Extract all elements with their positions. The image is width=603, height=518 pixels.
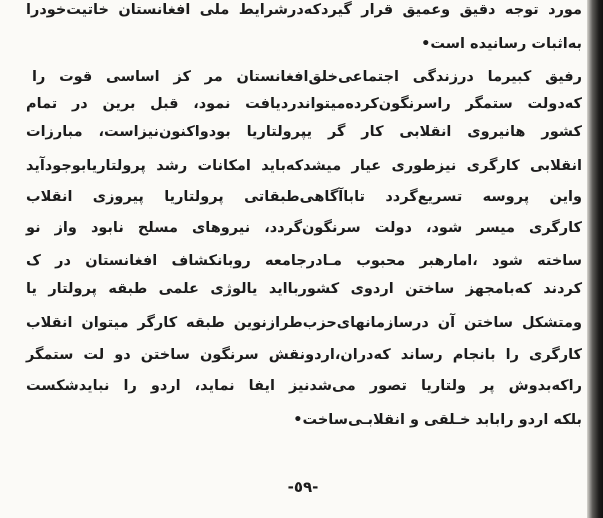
- text-line-6: انقلابی کارگری نیزطوری عیار میشدکه‌باید امکانات رشد پرولتاریابوجودآید: [26, 158, 582, 174]
- text-line-8: کارگری میسر شود، دولت سرنگون‌گردد، نیروهای مسلح نابود واز نو: [26, 220, 582, 236]
- text-line-4: که‌دولت ستمگر راسرنگون‌کرده‌میتواندردیافت نمود، قبل برین در تمام: [26, 96, 582, 112]
- text-line-2: به‌اثبات رسانیده است•: [421, 36, 582, 52]
- text-line-3: رفیق کبیرما درزندگی اجتماعی‌خلق‌افغانستان مر کز اساسی قوت را: [32, 69, 582, 85]
- text-line-10: کردند که‌بامجهز ساختن اردوی کشوربااید یالوژی علمی طبقه پرولتار یا: [26, 281, 582, 297]
- scan-edge-shadow: [587, 0, 603, 518]
- text-line-1: مورد توجه دقیق وعمیق قرار گیردکه‌درشرایط ملی افغانستان خاتیت‌خودرا: [26, 2, 582, 18]
- text-line-9: ساخته شود ،امارهبر محبوب مـادرجامعه روبانکشاف افغانستان در ک: [26, 253, 582, 269]
- text-line-14: بلکه اردو رابابد خـلقی و انقلابـی‌ساخت•: [293, 412, 582, 428]
- text-line-13: راکه‌بدوش پر ولتاریا تصور می‌شدنیز ایفا نماید، اردو را نبایدشکست: [26, 378, 582, 394]
- text-line-5: کشور هانیروی انقلابی کار گر یپرولتاریا بودواکنون‌نیزاست، مبارزات: [26, 124, 582, 140]
- text-line-12: کارگری را بانجام رساند که‌دران،اردونقش سرنگون ساختن دو لت ستمگر: [26, 347, 582, 363]
- page-number: -٥٩-: [287, 478, 319, 496]
- text-line-11: ومتشکل ساختن آن درسازمانهای‌حزب‌طرازنوین طبقه کارگر میتوان انقلاب: [26, 315, 582, 331]
- text-line-7: واین پروسه تسریع‌گردد تاباآگاهی‌طبقاتی پرولتاریا پیروزی انقلاب: [26, 189, 582, 205]
